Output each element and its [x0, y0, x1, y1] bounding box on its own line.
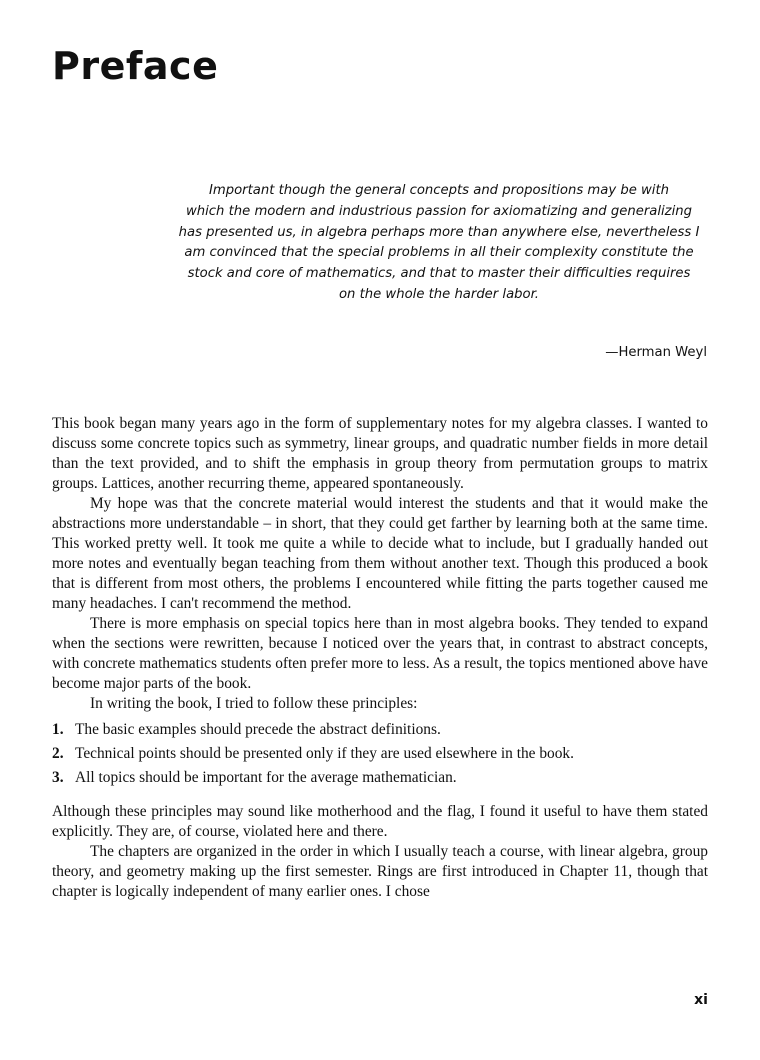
epigraph-line: am convinced that the special problems in all their complexity constitute the: [184, 245, 694, 261]
epigraph-quote: [170, 181, 708, 306]
principle-number: 1.: [52, 721, 64, 738]
epigraph-attribution: —Herman Weyl: [605, 345, 707, 360]
principle-number: 3.: [52, 769, 64, 786]
principle-text: The basic examples should precede the abstract definitions.: [75, 721, 441, 738]
principle-item: [52, 720, 708, 740]
body-paragraph: There is more emphasis on special topics here than in most algebra books. They tended to expand when the sections were rewritten, because I noticed over the years that, in contrast to abstract concepts, with concrete mathematics students often prefer more to less. As a result, the topics mentioned above have become major parts of the book.: [52, 615, 708, 692]
principles-list: [52, 720, 708, 788]
body-paragraph: This book began many years ago in the form of supplementary notes for my algebra classes. I wanted to discuss some concrete topics such as symmetry, linear groups, and quadratic number fields in more detail than the text provided, and to shift the emphasis in group theory from permutation groups to matrix groups. Lattices, another recurring theme, appeared spontaneously.: [52, 415, 708, 492]
principle-text: Technical points should be presented only if they are used elsewhere in the book.: [75, 745, 574, 762]
page-title: Preface: [52, 44, 219, 88]
principle-number: 2.: [52, 745, 64, 762]
epigraph-line: Important though the general concepts and propositions may be with: [209, 183, 669, 198]
principle-text: All topics should be important for the average mathematician.: [75, 769, 457, 786]
epigraph-line: has presented us, in algebra perhaps more than anywhere else, nevertheless I: [178, 224, 700, 240]
body-paragraph: Although these principles may sound like motherhood and the flag, I found it useful to have them stated explicitly. They are, of course, violated here and there.: [52, 803, 708, 840]
epigraph-line: on the whole the harder labor.: [338, 286, 539, 302]
epigraph-line: which the modern and industrious passion for axiomatizing and generalizing: [186, 203, 692, 219]
body-paragraph: The chapters are organized in the order in which I usually teach a course, with linear algebra, group theory, and geometry making up the first semester. Rings are first introduced in Chapter 11, though that chapter is logically independent of many earlier ones. I chose: [52, 843, 708, 900]
page-number: xi: [694, 992, 708, 1008]
principle-item: [52, 768, 708, 788]
principle-item: [52, 744, 708, 764]
body-paragraph: In writing the book, I tried to follow these principles:: [90, 695, 418, 712]
epigraph-line: stock and core of mathematics, and that to master their difficulties requires: [187, 266, 691, 282]
body-paragraph: My hope was that the concrete material would interest the students and that it would make the abstractions more understandable – in short, that they could get farther by learning both at the same time. This worked pretty well. It took me quite a while to decide what to include, but I gradually handed out more notes and eventually began teaching from them without another text. Though this produced a book that is different from most others, the problems I encountered while fitting the parts together caused me many headaches. I can't recommend the method.: [52, 495, 708, 612]
preface-body: [52, 414, 708, 902]
